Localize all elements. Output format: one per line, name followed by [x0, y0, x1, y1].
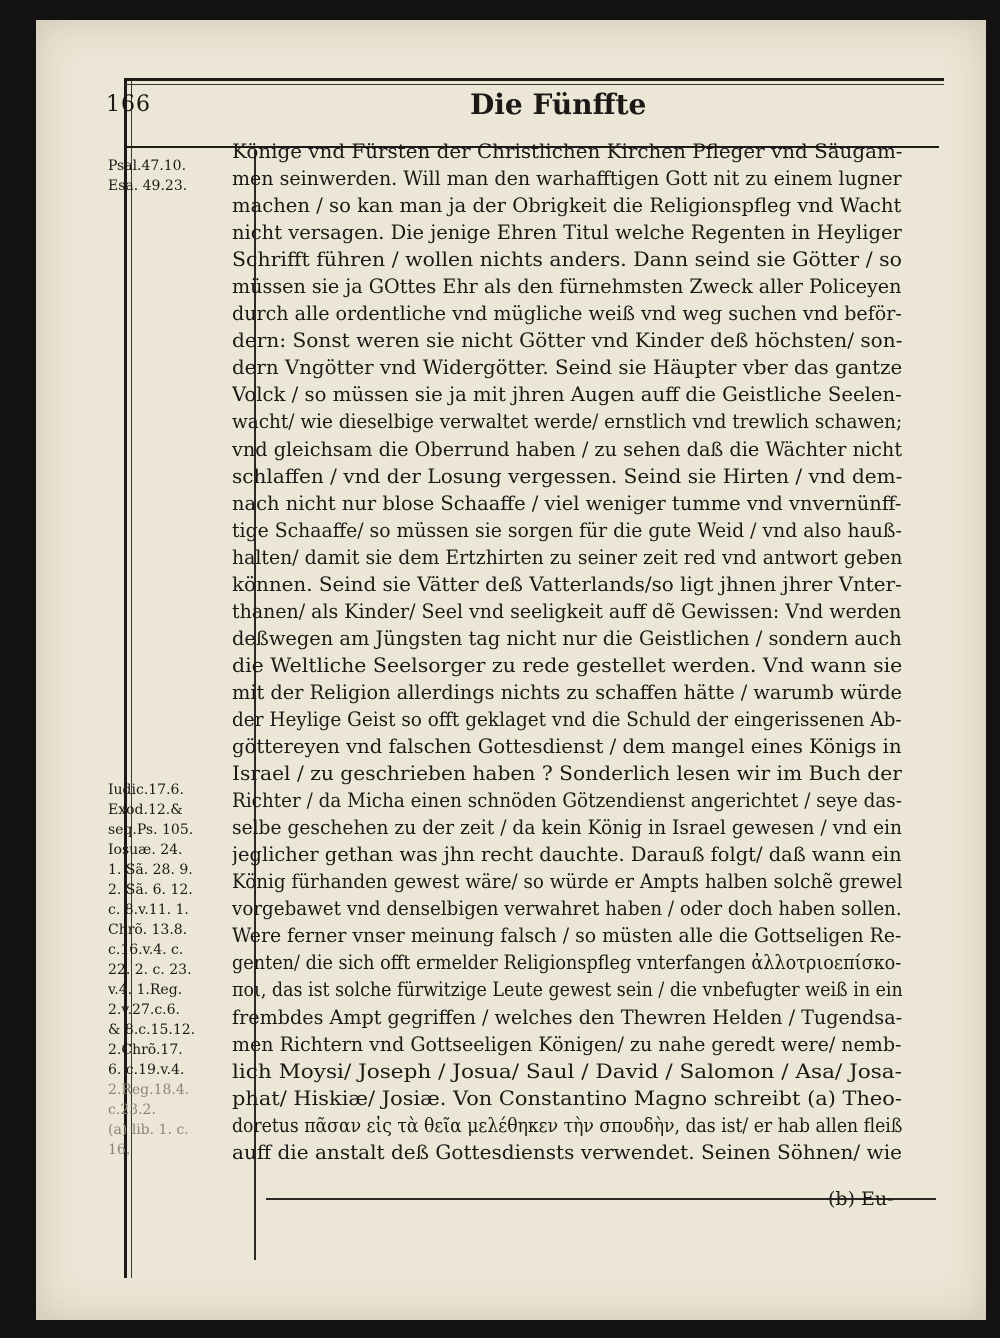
text-line: selbe geschehen zu der zeit / da kein König in Israel gewesen / vnd ein [232, 816, 902, 840]
text-line: können. Seind sie Vätter deß Vatterlands/so ligt jhnen jhrer Vnter- [232, 572, 902, 596]
margin-note: seq.Ps. 105. [108, 822, 194, 838]
text-line: nach nicht nur blose Schaaffe / viel weniger tumme vnd vnvernünff- [232, 491, 902, 515]
text-line: lich Moysi/ Joseph / Josua/ Saul / David / Salomon / Asa/ Josa- [232, 1059, 902, 1083]
text-line: deßwegen am Jüngsten tag nicht nur die Geistlichen / sondern auch [232, 626, 902, 650]
text-line: vorgebawet vnd denselbigen verwahret haben / oder doch haben sollen. [232, 897, 902, 921]
margin-note: (a) lib. 1. c. [108, 1122, 189, 1138]
text-line: Volck / so müssen sie ja mit jhren Augen auff die Geistliche Seelen- [232, 383, 902, 407]
margin-note: v.4. 1.Reg. [108, 982, 183, 998]
margin-note: c.16.v.4. c. [108, 942, 184, 958]
margin-note: 1. Sã. 28. 9. [108, 862, 193, 878]
body-text [232, 138, 904, 1166]
margin-note: Iosuæ. 24. [108, 842, 183, 858]
text-line: jeglicher gethan was jhn recht dauchte. Darauß folgt/ daß wann ein [232, 843, 902, 867]
text-line: phat/ Hiskiæ/ Josiæ. Von Constantino Magno schreibt (a) Theo- [232, 1086, 902, 1110]
text-line: vnd gleichsam die Oberrund haben / zu sehen daß die Wächter nicht [232, 437, 903, 461]
margin-notes-top [108, 156, 216, 196]
text-line: dern: Sonst weren sie nicht Götter vnd Kinder deß höchsten/ son- [232, 329, 903, 353]
text-line: der Heylige Geist so offt geklaget vnd die Schuld der eingerissenen Ab- [232, 707, 902, 731]
text-line: halten/ damit sie dem Ertzhirten zu seiner zeit red vnd antwort geben [232, 545, 903, 569]
margin-note: 2. Sã. 6. 12. [108, 882, 193, 898]
frame-rule-top [124, 78, 944, 81]
text-line: thanen/ als Kinder/ Seel vnd seeligkeit auff dẽ Gewissen: Vnd werden [232, 599, 902, 623]
text-line: schlaffen / vnd der Losung vergessen. Seind sie Hirten / vnd dem- [232, 464, 903, 488]
text-line: dern Vngötter vnd Widergötter. Seind sie Häupter vber das gantze [232, 356, 903, 380]
margin-note: 2.Reg.18.4. [108, 1082, 190, 1098]
text-line: men seinwerden. Will man den warhafftigen Gott nit zu einem lugner [232, 167, 902, 191]
margin-note: 6. c.19.v.4. [108, 1062, 185, 1078]
text-line: Schrifft führen / wollen nichts anders. Dann seind sie Götter / so [232, 248, 902, 272]
text-line: ποι, das ist solche fürwitzige Leute gewest sein / die vnbefugter weiß in ein [232, 978, 903, 1002]
text-line: mit der Religion allerdings nichts zu schaffen hätte / warumb würde [232, 680, 902, 704]
margin-note: 22. 2. c. 23. [108, 962, 192, 978]
frame-rule-top-inner [124, 84, 944, 85]
margin-note: Psal.47.10. [108, 158, 187, 174]
margin-note: c.23.2. [108, 1102, 156, 1118]
margin-notes [108, 156, 216, 1158]
text-line: doretus πᾶσαν εἰς τὰ θεῖα μελέθηκεν τὴν σπουδὴν, das ist/ er hab allen fleiß [232, 1113, 903, 1137]
text-line: tige Schaaffe/ so müssen sie sorgen für die gute Weid / vnd also hauß- [232, 518, 902, 542]
text-line: wacht/ wie dieselbige verwaltet werde/ ernstlich vnd trewlich schawen; [232, 410, 903, 434]
text-line: die Weltliche Seelsorger zu rede gestellet werden. Vnd wann sie [232, 653, 903, 677]
text-line: Könige vnd Fürsten der Christlichen Kirchen Pfleger vnd Säugam- [232, 140, 903, 163]
margin-note: c. 8.v.11. 1. [108, 902, 189, 918]
text-line: durch alle ordentliche vnd mügliche weiß vnd weg suchen vnd beför- [232, 302, 902, 326]
text-line: frembdes Ampt gegriffen / welches den Thewren Helden / Tugendsa- [232, 1005, 902, 1029]
page-number: 166 [106, 92, 151, 117]
margin-notes-bottom [108, 780, 195, 1160]
text-line: Richter / da Micha einen schnöden Götzendienst angerichtet / seye das- [232, 789, 902, 813]
text-line: auff die anstalt deß Gottesdiensts verwendet. Seinen Söhnen/ wie [232, 1140, 902, 1164]
text-line: König fürhanden gewest wäre/ so würde er Ampts halben solchẽ grewel [232, 870, 903, 894]
text-line: genten/ die sich offt ermelder Religionspfleg vnterfangen ἀλλοτριοεπίσκο- [232, 951, 902, 975]
margin-note: 2.Chrõ.17. [108, 1042, 183, 1058]
catchword: (b) Eu- [828, 1188, 894, 1210]
text-line: Were ferner vnser meinung falsch / so müsten alle die Gottseligen Re- [232, 924, 902, 948]
margin-note: & 8.c.15.12. [108, 1022, 196, 1038]
text-line: Israel / zu geschrieben haben ? Sonderlich lesen wir im Buch der [232, 762, 902, 786]
running-title: Die Fünffte [470, 88, 647, 121]
margin-note: Exod.12.& [108, 802, 183, 818]
margin-note: 2.v.27.c.6. [108, 1002, 180, 1018]
margin-note: Iudic.17.6. [108, 782, 184, 798]
text-line: nicht versagen. Die jenige Ehren Titul welche Regenten in Heyliger [232, 221, 902, 245]
text-line: göttereyen vnd falschen Gottesdienst / dem mangel eines Königs in [232, 735, 902, 759]
text-line: müssen sie ja GOttes Ehr als den fürnehmsten Zweck aller Policeyen [232, 275, 902, 299]
margin-note: Chrõ. 13.8. [108, 922, 188, 938]
text-line: men Richtern vnd Gottseeligen Königen/ zu nahe geredt were/ nemb- [232, 1032, 902, 1056]
margin-note: 16. [108, 1142, 131, 1158]
margin-note: Esa. 49.23. [108, 178, 188, 194]
text-line: machen / so kan man ja der Obrigkeit die Religionspfleg vnd Wacht [232, 194, 902, 218]
